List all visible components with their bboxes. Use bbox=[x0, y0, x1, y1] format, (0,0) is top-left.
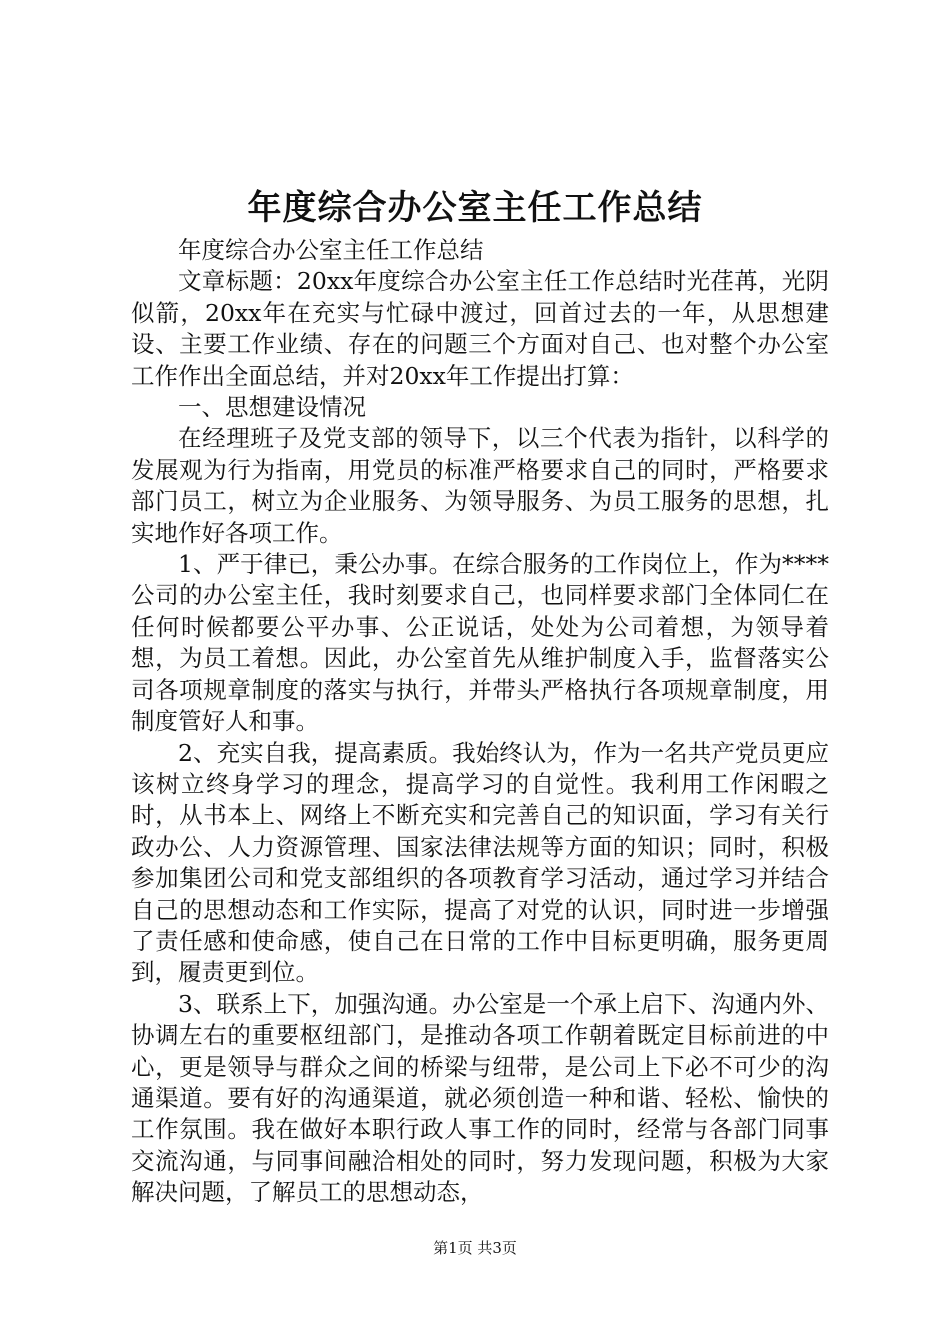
paragraph-subtitle: 年度综合办公室主任工作总结 bbox=[178, 236, 484, 264]
document-title: 年度综合办公室主任工作总结 bbox=[247, 188, 703, 228]
paragraph-item-1: 1、严于律已，秉公办事。在综合服务的工作岗位上，作为****公司的办公室主任，我时刻要求自己，也同样要求部门全体同仁在任何时候都要公平办事、公正说话，处处为公司着想，为领导着想，为员工着想。因此，办公室首先从维护制度入手，监督落实公司各项规章制度的落实与执行，并带头严格执行各项规章制度，用制度管好人和事。 bbox=[131, 550, 829, 736]
section-heading-ideology: 一、思想建设情况 bbox=[178, 393, 366, 422]
document-body bbox=[131, 235, 829, 1209]
paragraph-ideology: 在经理班子及党支部的领导下，以三个代表为指针，以科学的发展观为行为指南，用党员的标准严格要求自己的同时，严格要求部门员工，树立为企业服务、为领导服务、为员工服务的思想，扎实地作好各项工作。 bbox=[131, 424, 829, 547]
paragraph-intro: 文章标题：20xx年度综合办公室主任工作总结时光荏苒，光阴似箭，20xx年在充实与忙碌中渡过，回首过去的一年，从思想建设、主要工作业绩、存在的问题三个方面对自己、也对整个办公室工作作出全面总结，并对20xx年工作提出打算： bbox=[131, 267, 829, 390]
paragraph-item-2: 2、充实自我，提高素质。我始终认为，作为一名共产党员更应该树立终身学习的理念，提高学习的自觉性。我利用工作闲暇之时，从书本上、网络上不断充实和完善自己的知识面，学习有关行政办公、人力资源管理、国家法律法规等方面的知识；同时，积极参加集团公司和党支部组织的各项教育学习活动，通过学习并结合自己的思想动态和工作实际，提高了对党的认识，同时进一步增强了责任感和使命感，使自己在日常的工作中目标更明确，服务更周到，履责更到位。 bbox=[131, 738, 829, 987]
page-footer: 第1页 共3页 bbox=[433, 1239, 517, 1257]
paragraph-item-3: 3、联系上下，加强沟通。办公室是一个承上启下、沟通内外、协调左右的重要枢纽部门，是推动各项工作朝着既定目标前进的中心，更是领导与群众之间的桥梁与纽带，是公司上下必不可少的沟通渠道。要有好的沟通渠道，就必须创造一种和谐、轻松、愉快的工作氛围。我在做好本职行政人事工作的同时，经常与各部门同事交流沟通，与同事间融洽相处的同时，努力发现问题，积极为大家解决问题，了解员工的思想动态， bbox=[131, 989, 829, 1207]
